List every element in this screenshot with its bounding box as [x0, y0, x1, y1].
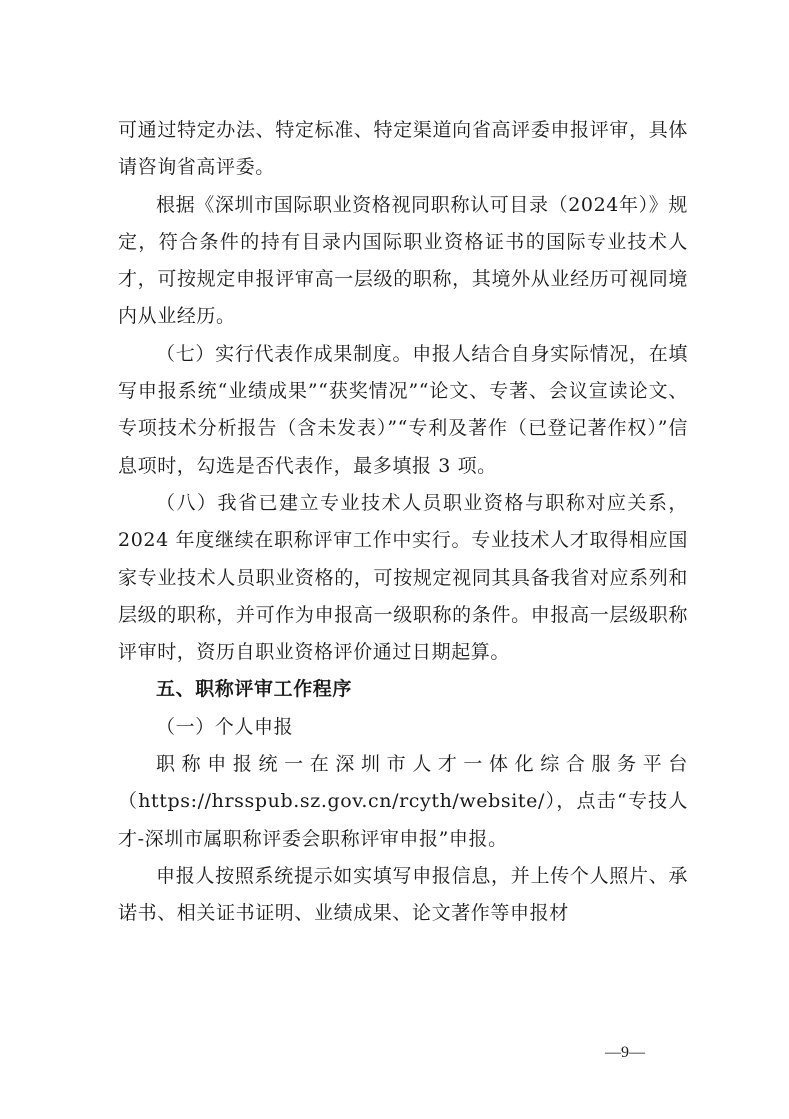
paragraph-representative-work: （七）实行代表作成果制度。申报人结合自身实际情况，在填写申报系统“业绩成果”“获奖情况”“论文、专著、会议宣读论文、专项技术分析报告（含未发表）”“专利及著作（已登记著作权）”信息项时，勾选是否代表作，最多填报 3 项。 [118, 342, 688, 477]
subsection-heading: （一）个人申报 [156, 715, 294, 738]
section-heading: 五、职称评审工作程序 [156, 678, 353, 701]
paragraph-qualification-correspondence: （八）我省已建立专业技术人员职业资格与职称对应关系，2024 年度继续在职称评审工作中实行。专业技术人才取得相应国家专业技术人员职业资格的，可按规定视同其具备我省对应系列和层级的职称，并可作为申报高一级职称的条件。申报高一层级职称评审时，资历自职业资格评价通过日期起算。 [118, 491, 688, 664]
document-body [118, 112, 688, 933]
paragraph-application-materials: 申报人按照系统提示如实填写申报信息，并上传个人照片、承诺书、相关证书证明、业绩成果、论文著作等申报材 [118, 864, 688, 925]
paragraph-application-platform: 职称申报统一在深圳市人才一体化综合服务平台（https://hrsspub.sz.gov.cn/rcyth/website/），点击“专技人才-深圳市属职称评委会职称评审申报”申报。 [118, 753, 688, 850]
page-number: —9— [605, 1044, 645, 1061]
paragraph-international-qualification: 根据《深圳市国际职业资格视同职称认可目录（2024年）》规定，符合条件的持有目录内国际职业资格证书的国际专业技术人才，可按规定申报评审高一层级的职称，其境外从业经历可视同境内从业经历。 [118, 193, 688, 328]
paragraph-continuation: 可通过特定办法、特定标准、特定渠道向省高评委申报评审，具体请咨询省高评委。 [118, 119, 688, 179]
